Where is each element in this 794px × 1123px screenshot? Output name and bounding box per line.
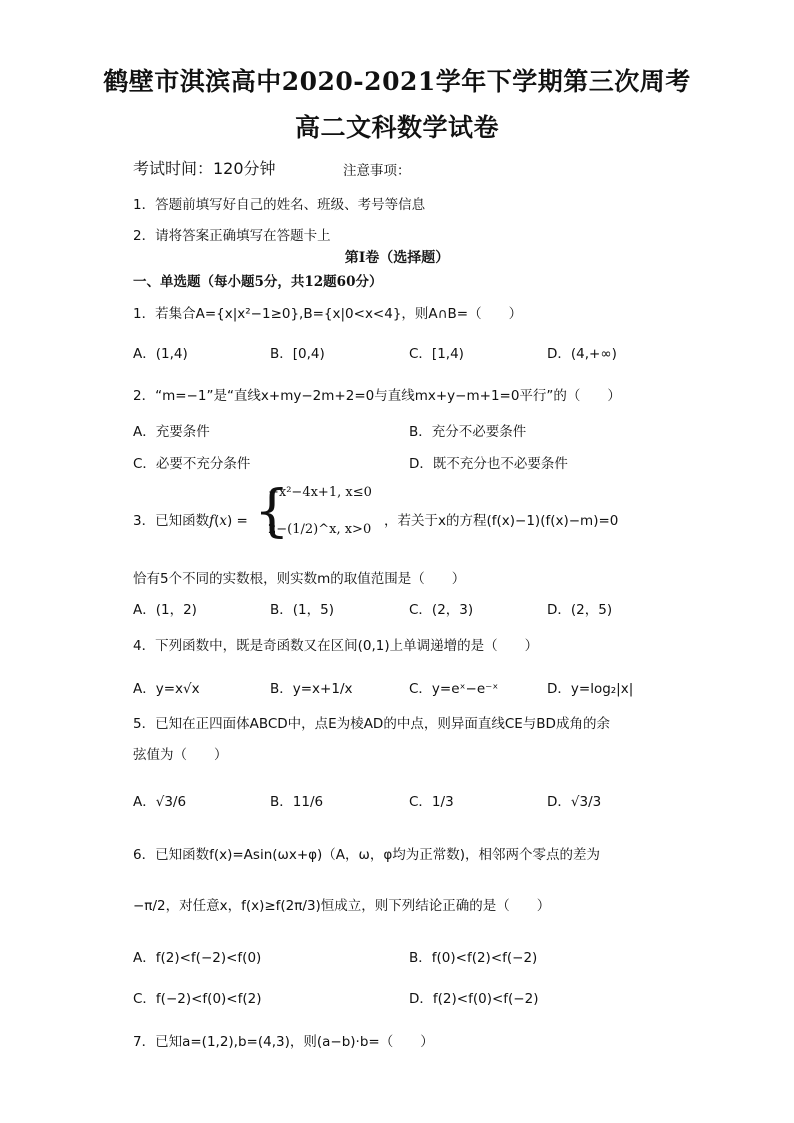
question-5-option-d: D．√3/3 <box>547 794 602 810</box>
question-2-option-d: D．既不充分也不必要条件 <box>409 456 568 472</box>
question-4-option-a: A．y=x√x <box>133 681 200 697</box>
question-4-stem: 4．下列函数中，既是奇函数又在区间(0,1)上单调递增的是（ ） <box>133 638 539 654</box>
question-5-option-c: C．1/3 <box>409 794 454 810</box>
question-4-option-d: D．y=log₂|x| <box>547 681 634 697</box>
question-5-option-a: A．√3/6 <box>133 794 187 810</box>
volume-title: 第I卷（选择题） <box>344 250 450 266</box>
question-3-case-2: 2−(1/2)^x, x>0 <box>268 522 372 537</box>
question-5-stem-line1: 5．已知在正四面体ABCD中，点E为棱AD的中点，则异面直线CE与BD成角的余 <box>133 716 610 732</box>
exam-title-line1: 鹤壁市淇滨高中2020-2021学年下学期第三次周考 <box>103 67 691 96</box>
question-2-stem: 2．“m=−1”是“直线x+my−2m+2=0与直线mx+y−m+1=0平行”的（ ） <box>133 388 621 404</box>
question-3-stem-line2: 恰有5个不同的实数根，则实数m的取值范围是（ ） <box>133 571 466 587</box>
question-4-option-c: C．y=eˣ−e⁻ˣ <box>409 681 499 697</box>
question-3-option-b: B．(1，5) <box>270 602 334 618</box>
question-6-option-d: D．f(2)<f(0)<f(−2) <box>409 991 539 1007</box>
notice-label: 注意事项： <box>343 163 411 179</box>
exam-time: 考试时间：120分钟 <box>133 159 276 178</box>
question-1-stem: 1．若集合A={x|x²−1≥0},B={x|0<x<4}，则A∩B=（ ） <box>133 306 523 322</box>
question-1-option-c: C．[1,4) <box>409 346 464 362</box>
piecewise-brace: { <box>254 479 290 544</box>
question-5-option-b: B．11/6 <box>270 794 324 810</box>
part-title: 一、单选题（每小题5分，共12题60分） <box>133 274 383 290</box>
question-6-stem-line2: −π/2，对任意x，f(x)≥f(2π/3)恒成立，则下列结论正确的是（ ） <box>133 898 551 914</box>
question-3-option-d: D．(2，5) <box>547 602 613 618</box>
question-3-fx: f <box>209 513 215 529</box>
question-6-option-c: C．f(−2)<f(0)<f(2) <box>133 991 262 1007</box>
question-3-option-a: A．(1，2) <box>133 602 197 618</box>
question-2-option-a: A．充要条件 <box>133 424 210 440</box>
question-1-option-b: B．[0,4) <box>270 346 325 362</box>
question-2-option-b: B．充分不必要条件 <box>409 424 527 440</box>
question-6-stem-line1: 6．已知函数f(x)=Asin(ωx+φ)（A，ω，φ均为正常数)，相邻两个零点的差为 <box>133 847 601 863</box>
question-3-prefix-text: 3．已知函数 <box>133 513 210 529</box>
question-3-case-1: −x²−4x+1, x≤0 <box>268 485 372 500</box>
question-3-option-c: C．(2，3) <box>409 602 474 618</box>
question-1-option-a: A．(1,4) <box>133 346 188 362</box>
question-1-option-d: D．(4,+∞) <box>547 346 617 362</box>
question-3-stem-suffix: ，若关于x的方程(f(x)−1)(f(x)−m)=0 <box>384 513 619 529</box>
notice-item-2: 2．请将答案正确填写在答题卡上 <box>133 228 331 244</box>
question-6-option-a: A．f(2)<f(−2)<f(0) <box>133 950 262 966</box>
question-6-option-b: B．f(0)<f(2)<f(−2) <box>409 950 538 966</box>
exam-title-line2: 高二文科数学试卷 <box>294 113 499 142</box>
question-2-option-c: C．必要不充分条件 <box>133 456 251 472</box>
question-3-stem-prefix: 3．已知函数f(x) = <box>133 513 248 529</box>
notice-item-1: 1．答题前填写好自己的姓名、班级、考号等信息 <box>133 197 426 213</box>
question-7-stem: 7．已知a=(1,2),b=(4,3)，则(a−b)·b=（ ） <box>133 1034 434 1050</box>
question-4-option-b: B．y=x+1/x <box>270 681 353 697</box>
question-5-stem-line2: 弦值为（ ） <box>133 747 228 763</box>
